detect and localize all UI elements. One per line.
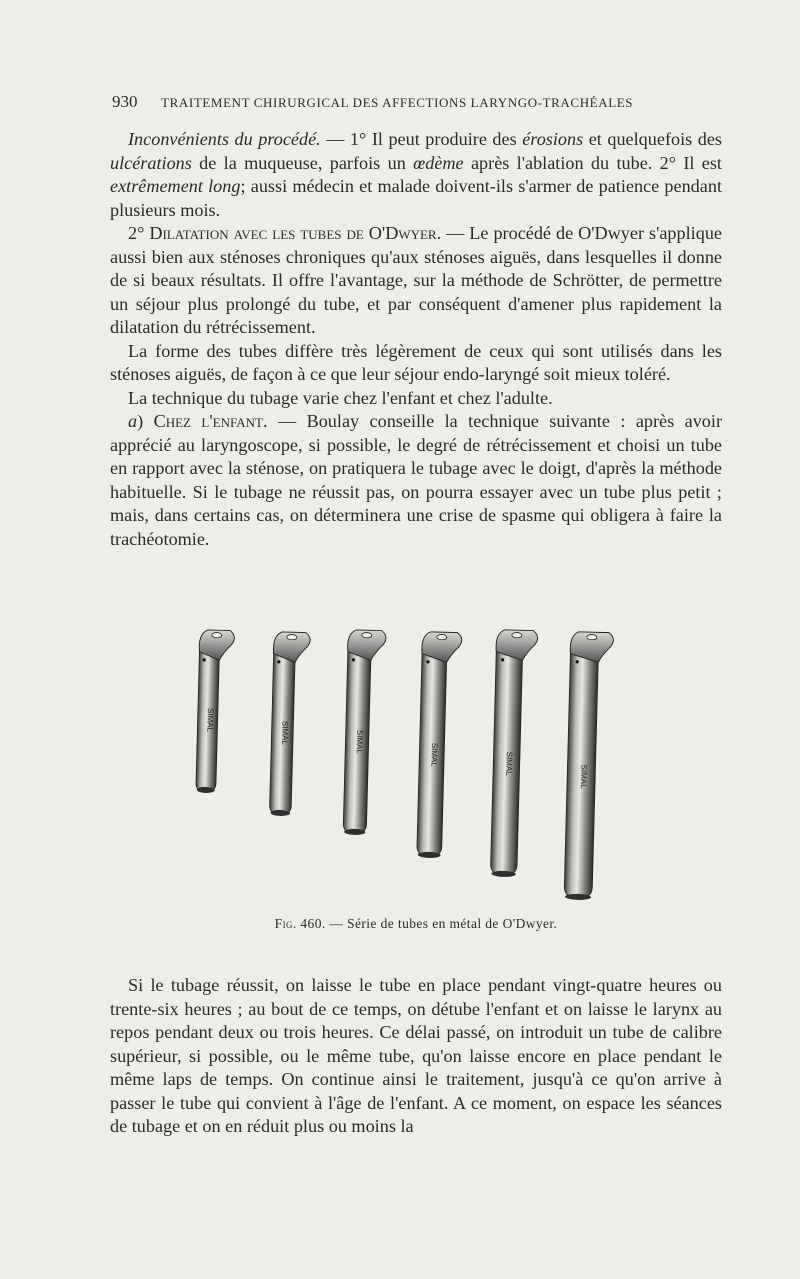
tube-engraving: SIMAL [504,751,514,776]
paragraph-inconvenients [110,128,722,222]
text-run: de la muqueuse, parfois un [191,152,414,173]
tube-engraving: SIMAL [578,764,589,789]
odwyer-tube [269,632,310,817]
text-run: ) [137,411,154,431]
figure-caption [110,916,722,932]
section-heading: Dilatation avec les tubes de O'Dwyer. [149,223,442,243]
text-run: 2° [128,223,150,243]
paragraph-dilatation [110,222,722,340]
paragraph-chez-enfant [110,410,722,551]
figure-odwyer-tubes [180,618,640,900]
text-run: — 1° Il peut produire des [320,129,523,149]
caption-text: — Série de tubes en métal de O'Dwyer. [325,916,558,931]
paragraph-si-le-tubage: Si le tubage réussit, on laisse le tube en place pendant vingt-quatre heures ou trente-six heures ; au bout de ce temps, on détube l'enfant et on laisse le larynx au repos pendant deux ou trois heures. Ce délai passé, on introduit un tube de calibre supérieur, si possible, ou le même tube, qu'on laisse encore en place pendant le même laps de temps. On continue ainsi le traitement, jusqu'à ce qu'on arrive à passer le tube qui convient à l'âge de l'enfant. A ce moment, on espace les séances de tubage et on en réduit plus ou moins la [110,975,722,1136]
odwyer-tube [490,630,538,878]
text-run: — Boulay conseille la technique suivante : après avoir apprécié au laryngoscope, si possible, le degré de rétrécissement et choisi un tube en rapport avec la sténose, on pratiquera le tubage avec le doigt, d'après la méthode habituelle. Si le tubage ne réussit pas, on pourra essayer avec un tube plus petit ; mais, dans certains cas, on déterminera une crise de spasme qui obligera à faire la trachéotomie. [110,411,722,549]
main-text-lower [110,974,722,1139]
tube-engraving: SIMAL [280,720,290,746]
odwyer-tube [195,630,234,794]
italic-phrase: œdème [413,152,464,173]
page-number: 930 [112,92,138,111]
tube-engraving: SIMAL [205,707,215,733]
text-run: ; aussi médecin et malade doivent-ils s'armer de patience pendant plusieurs mois. [110,176,722,220]
paragraph-forme-des-tubes: La forme des tubes diffère très légèrement de ceux qui sont utilisés dans les sténoses aiguës, de façon à ce que leur séjour endo-laryngé soit mieux toléré. [110,340,722,384]
caption-label: Fig. 460. [274,916,326,931]
odwyer-tube [564,632,614,900]
odwyer-tube [416,632,462,859]
tubes-illustration [180,618,640,900]
tube-engraving: SIMAL [429,742,440,767]
italic-phrase: Inconvénients du procédé. [128,129,321,149]
tube-engraving: SIMAL [354,729,365,754]
italic-phrase: érosions [522,129,584,149]
text-run: et quelquefois des [583,129,722,149]
odwyer-tube [343,630,386,836]
italic-phrase: extrêmement long [110,176,241,196]
italic-phrase: a [128,411,138,431]
italic-phrase: ulcérations [110,152,192,173]
main-text-upper [110,128,722,551]
text-run: — Le procédé de O'Dwyer s'applique aussi bien aux sténoses chroniques qu'aux sténoses aiguës, dans lesquelles il donne de si beaux résultats. Il offre l'avantage, sur la méthode de Schrötter, de permettre un séjour plus prolongé du tube, et par conséquent d'amener plus rapidement la dilatation du rétrécissement. [110,223,722,337]
text-run: après l'ablation du tube. 2° Il est [463,152,722,173]
section-heading: Chez l'enfant. [153,411,268,431]
paragraph-technique: La technique du tubage varie chez l'enfant et chez l'adulte. [128,387,553,408]
running-title: TRAITEMENT CHIRURGICAL DES AFFECTIONS LARYNGO-TRACHÉALES [161,95,634,110]
running-header [112,92,722,112]
